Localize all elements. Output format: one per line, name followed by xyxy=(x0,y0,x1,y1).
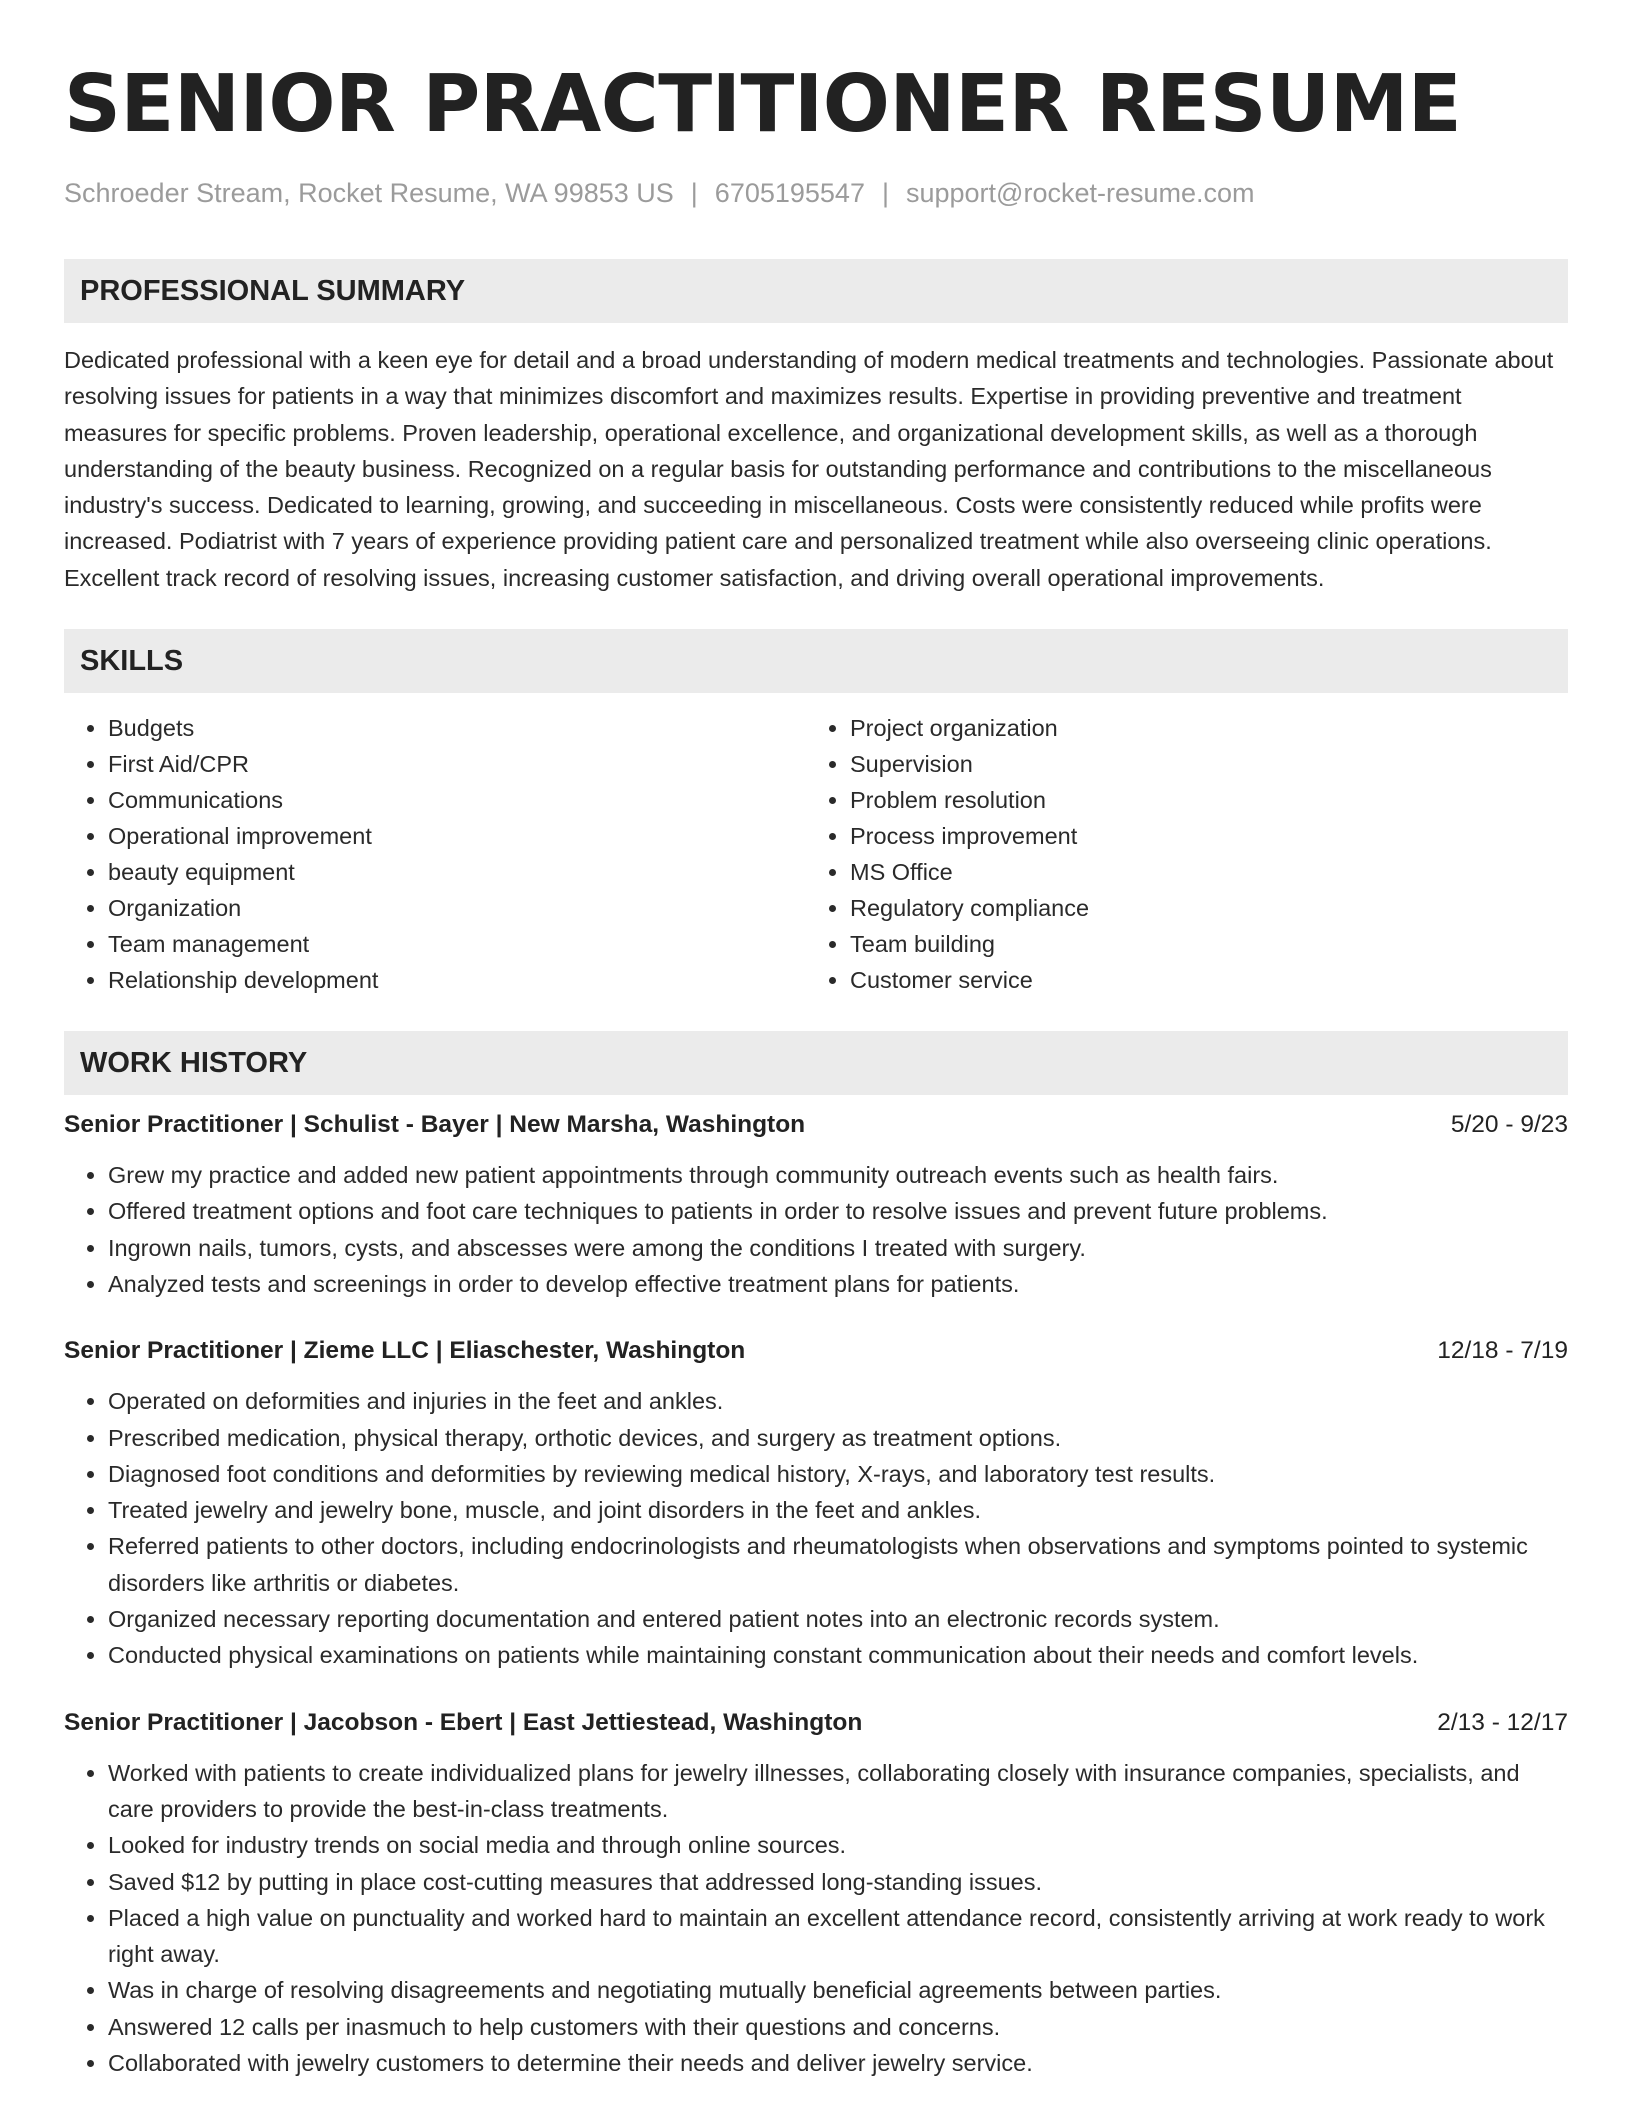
job-entry xyxy=(64,1107,1568,1302)
job-header xyxy=(64,1333,1568,1369)
job-bullet: • Was in charge of resolving disagreements and negotiating mutually beneficial agreements between parties. xyxy=(108,1972,1568,2008)
contact-phone: 6705195547 xyxy=(714,178,865,208)
job-dates: 5/20 - 9/23 xyxy=(1450,1111,1568,1139)
job-bullet: • Ingrown nails, tumors, cysts, and abscesses were among the conditions I treated with surgery. xyxy=(108,1230,1568,1266)
section-heading-skills: SKILLS xyxy=(64,629,1568,693)
skill-item: • Operational improvement xyxy=(108,818,806,854)
contact-email: support@rocket-resume.com xyxy=(905,178,1255,208)
skills-list xyxy=(64,710,1568,998)
job-bullet: • Diagnosed foot conditions and deformities by reviewing medical history, X-rays, and laboratory test results. xyxy=(108,1456,1568,1492)
job-bullet: • Prescribed medication, physical therapy, orthotic devices, and surgery as treatment options. xyxy=(108,1420,1568,1456)
job-bullet: • Treated jewelry and jewelry bone, muscle, and joint disorders in the feet and ankles. xyxy=(108,1492,1568,1528)
job-bullet: • Analyzed tests and screenings in order to develop effective treatment plans for patients. xyxy=(108,1266,1568,1302)
job-bullet: • Referred patients to other doctors, including endocrinologists and rheumatologists when observations and symptoms pointed to systemic disorders like arthritis or diabetes. xyxy=(108,1528,1568,1601)
skill-item: • Supervision xyxy=(850,746,1568,782)
job-bullet: • Worked with patients to create individualized plans for jewelry illnesses, collaborating closely with insurance companies, specialists, and care providers to provide the best-in-class treatments. xyxy=(108,1755,1568,1828)
job-bullet: • Operated on deformities and injuries in the feet and ankles. xyxy=(108,1383,1568,1419)
skill-item: • Organization xyxy=(108,890,806,926)
section-heading-work-history: WORK HISTORY xyxy=(64,1031,1568,1095)
job-bullets xyxy=(64,1157,1568,1302)
skill-item: • beauty equipment xyxy=(108,854,806,890)
skill-item: • First Aid/CPR xyxy=(108,746,806,782)
skill-item: • MS Office xyxy=(850,854,1568,890)
job-bullet: • Grew my practice and added new patient appointments through community outreach events such as health fairs. xyxy=(108,1157,1568,1193)
job-bullet: • Saved $12 by putting in place cost-cutting measures that addressed long-standing issues. xyxy=(108,1864,1568,1900)
job-bullet: • Looked for industry trends on social media and through online sources. xyxy=(108,1827,1568,1863)
skill-item: • Budgets xyxy=(108,710,806,746)
skill-item: • Regulatory compliance xyxy=(850,890,1568,926)
contact-line xyxy=(64,176,1568,210)
job-bullets xyxy=(64,1755,1568,2082)
job-title: Senior Practitioner | Zieme LLC | Eliaschester, Washington xyxy=(64,1337,746,1365)
job-header xyxy=(64,1107,1568,1143)
skill-item: • Problem resolution xyxy=(850,782,1568,818)
job-bullet: • Answered 12 calls per inasmuch to help customers with their questions and concerns. xyxy=(108,2009,1568,2045)
summary-text: Dedicated professional with a keen eye for detail and a broad understanding of modern medical treatments and technologies. Passionate about resolving issues for patients in a way that minimizes discomfort and maximizes results. Expertise in providing preventive and treatment measures for specific problems. Proven leadership, operational excellence, and organizational development skills, as well as a thorough understanding of the beauty business. Recognized on a regular basis for outstanding performance and contributions to the miscellaneous industry's success. Dedicated to learning, growing, and succeeding in miscellaneous. Costs were consistently reduced while profits were increased. Podiatrist with 7 years of experience providing patient care and personalized treatment while also overseeing clinic operations. Excellent track record of resolving issues, increasing customer satisfaction, and driving overall operational improvements. xyxy=(64,347,1554,591)
skills-column-left xyxy=(64,710,806,998)
job-entry xyxy=(64,1333,1568,1673)
job-bullet: • Offered treatment options and foot care techniques to patients in order to resolve issues and prevent future problems. xyxy=(108,1193,1568,1229)
skill-item: • Project organization xyxy=(850,710,1568,746)
job-title: Senior Practitioner | Schulist - Bayer | New Marsha, Washington xyxy=(64,1111,806,1139)
job-bullet: • Organized necessary reporting documentation and entered patient notes into an electronic records system. xyxy=(108,1601,1568,1637)
resume-title: SENIOR PRACTITIONER RESUME xyxy=(64,58,1462,150)
job-bullets xyxy=(64,1383,1568,1673)
job-bullet: • Placed a high value on punctuality and worked hard to maintain an excellent attendance record, consistently arriving at work ready to work right away. xyxy=(108,1900,1568,1973)
work-history-list xyxy=(64,1107,1568,2081)
skill-item: • Customer service xyxy=(850,962,1568,998)
skill-item: • Team management xyxy=(108,926,806,962)
job-dates: 2/13 - 12/17 xyxy=(1437,1708,1568,1736)
contact-separator: | xyxy=(690,178,698,208)
skill-item: • Communications xyxy=(108,782,806,818)
job-header xyxy=(64,1705,1568,1741)
job-entry xyxy=(64,1705,1568,2082)
section-heading-summary: PROFESSIONAL SUMMARY xyxy=(64,259,1568,323)
skill-item: • Team building xyxy=(850,926,1568,962)
skills-column-right xyxy=(806,710,1568,998)
job-bullet: • Collaborated with jewelry customers to determine their needs and deliver jewelry service. xyxy=(108,2045,1568,2081)
skill-item: • Process improvement xyxy=(850,818,1568,854)
job-dates: 12/18 - 7/19 xyxy=(1437,1337,1568,1365)
job-bullet: • Conducted physical examinations on patients while maintaining constant communication about their needs and comfort levels. xyxy=(108,1637,1568,1673)
contact-address: Schroeder Stream, Rocket Resume, WA 99853 US xyxy=(64,178,674,208)
job-title: Senior Practitioner | Jacobson - Ebert | East Jettiestead, Washington xyxy=(64,1708,863,1736)
contact-separator: | xyxy=(881,178,889,208)
skill-item: • Relationship development xyxy=(108,962,806,998)
